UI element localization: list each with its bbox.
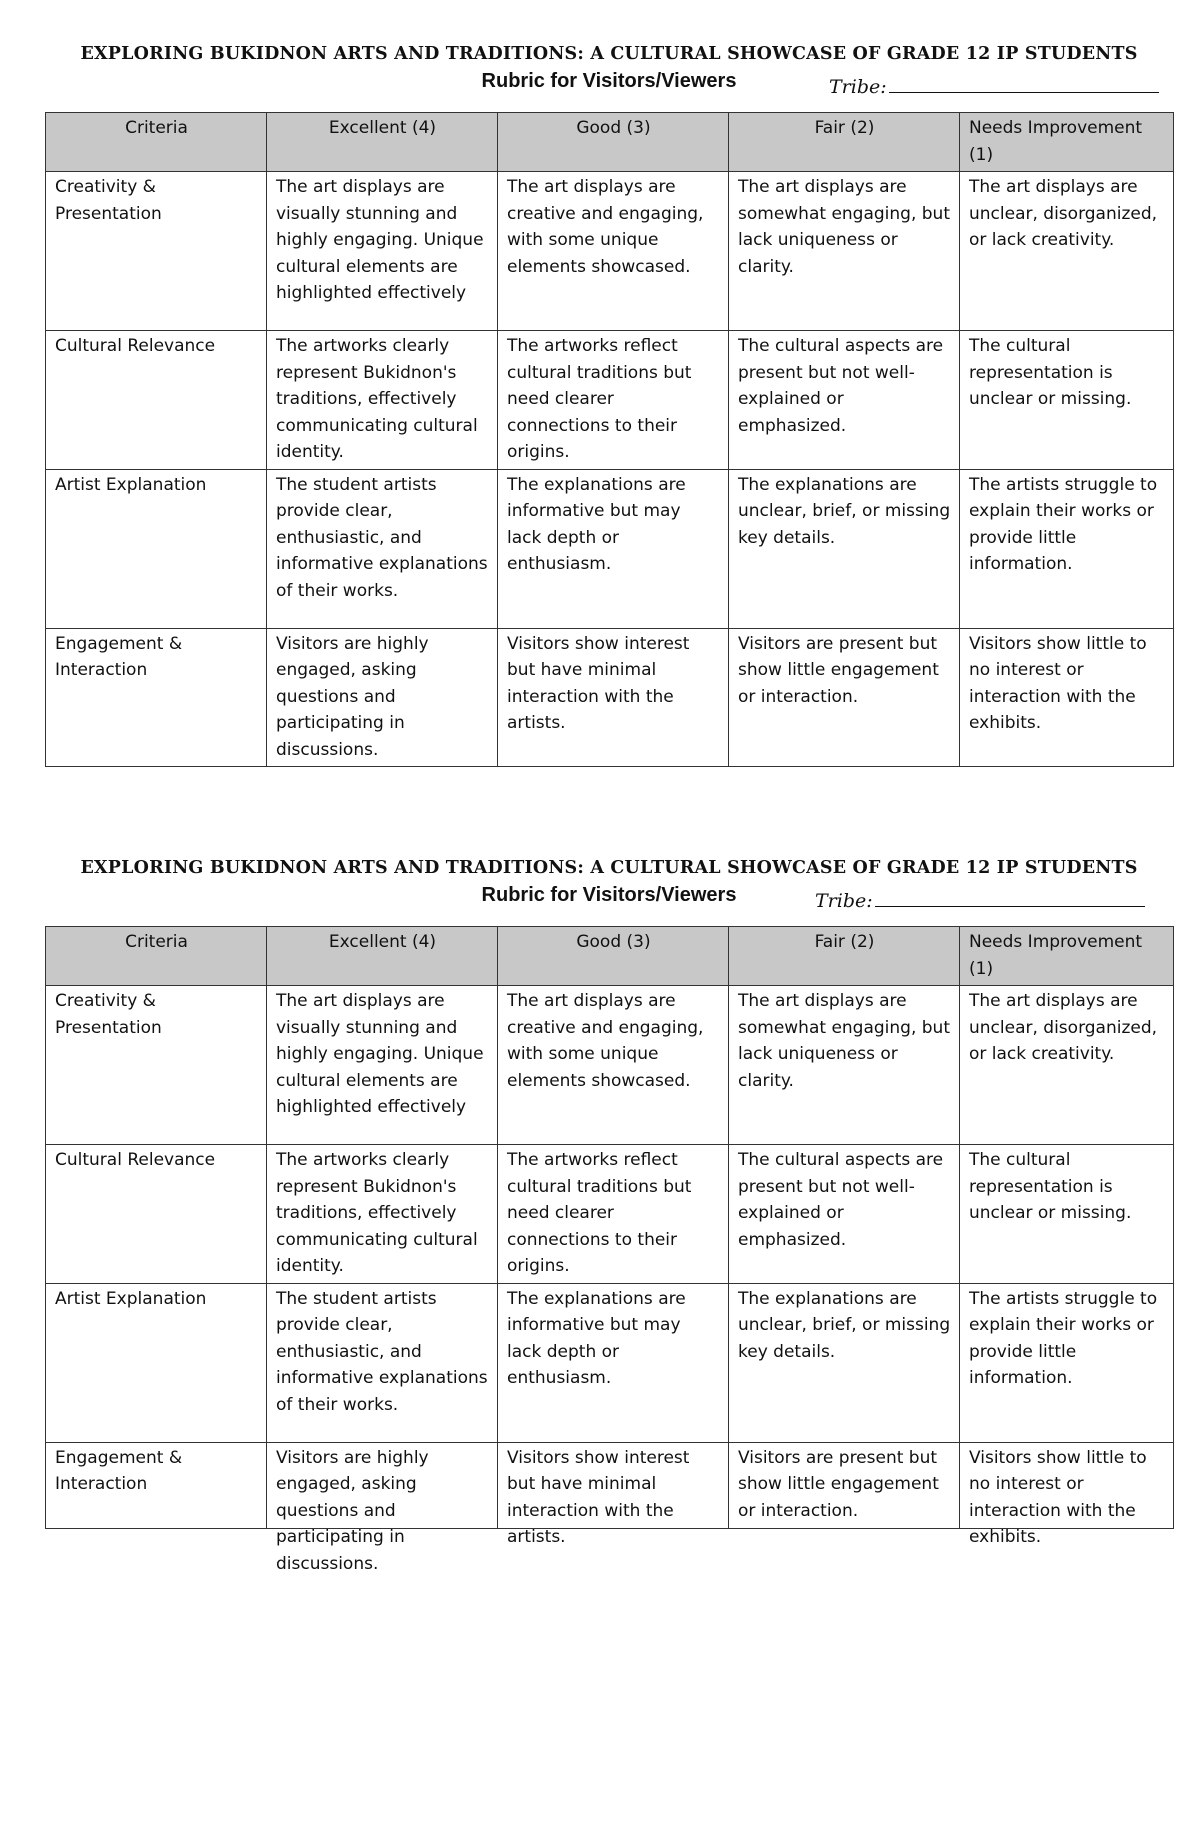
criteria-cell: Creativity & Presentation: [46, 172, 267, 331]
table-row: [46, 172, 1174, 331]
good-cell: The artworks reflect cultural traditions but need clearer connections to their origins.: [498, 331, 729, 470]
document-title: EXPLORING BUKIDNON ARTS AND TRADITIONS: A CULTURAL SHOWCASE OF GRADE 12 IP STUDENTS: [80, 44, 1138, 64]
header-needs-improvement: Needs Improvement (1): [960, 113, 1174, 172]
tribe-blank-line: [889, 72, 1159, 93]
good-cell: Visitors show interest but have minimal interaction with the artists.: [498, 628, 729, 767]
header-row: [46, 113, 1174, 172]
needs-cell: The cultural representation is unclear or missing.: [960, 1145, 1174, 1284]
criteria-cell: [46, 1442, 267, 1528]
excellent-cell: Visitors are highly engaged, asking questions and participating in discussions.: [267, 628, 498, 767]
good-cell: The art displays are creative and engaging, with some unique elements showcased.: [498, 172, 729, 331]
criteria-cell: Cultural Relevance: [46, 331, 267, 470]
tribe-label: Tribe:: [815, 890, 873, 912]
table-row: [46, 331, 1174, 470]
subtitle-row: [45, 70, 1173, 102]
table-row: [46, 469, 1174, 628]
needs-cell: The art displays are unclear, disorganized, or lack creativity.: [960, 172, 1174, 331]
criteria-cell: Artist Explanation: [46, 469, 267, 628]
tribe-field: [829, 72, 1159, 98]
fair-cell: The art displays are somewhat engaging, but lack uniqueness or clarity.: [729, 172, 960, 331]
header-excellent: Excellent (4): [267, 113, 498, 172]
criteria-cell: Artist Explanation: [46, 1283, 267, 1442]
table-row: [46, 1442, 1174, 1528]
table-row: [46, 1145, 1174, 1284]
excellent-cell: The student artists provide clear, enthusiastic, and informative explanations of their works.: [267, 469, 498, 628]
tribe-field: [815, 886, 1145, 912]
header-fair: Fair (2): [729, 113, 960, 172]
good-cell: The art displays are creative and engaging, with some unique elements showcased.: [498, 986, 729, 1145]
good-cell: [498, 1442, 729, 1547]
header-excellent: Excellent (4): [267, 927, 498, 986]
tribe-blank-line: [875, 886, 1145, 907]
fair-cell: The explanations are unclear, brief, or missing key details.: [729, 1283, 960, 1442]
excellent-cell: The student artists provide clear, enthusiastic, and informative explanations of their works.: [267, 1283, 498, 1442]
table-row: [46, 628, 1174, 767]
needs-cell: The art displays are unclear, disorganized, or lack creativity.: [960, 986, 1174, 1145]
needs-cell: The artists struggle to explain their works or provide little information.: [960, 1283, 1174, 1442]
rubric-1: [45, 44, 1173, 767]
fair-cell: The explanations are unclear, brief, or missing key details.: [729, 469, 960, 628]
rubric-table: [45, 112, 1174, 767]
table-row: [46, 986, 1174, 1145]
fair-text: Visitors are present but show little engagement or interaction.: [738, 1447, 939, 1521]
document-title: EXPLORING BUKIDNON ARTS AND TRADITIONS: A CULTURAL SHOWCASE OF GRADE 12 IP STUDENTS: [80, 858, 1138, 878]
good-cell: The artworks reflect cultural traditions but need clearer connections to their origins.: [498, 1145, 729, 1284]
criteria-cell: Engagement & Interaction: [46, 628, 267, 767]
excellent-cell: The artworks clearly represent Bukidnon's traditions, effectively communicating cultural identity.: [267, 1145, 498, 1284]
subtitle-row: [45, 884, 1173, 916]
rubric-subtitle: Rubric for Visitors/Viewers: [481, 70, 737, 92]
needs-cell: The artists struggle to explain their works or provide little information.: [960, 469, 1174, 628]
good-cell: The explanations are informative but may lack depth or enthusiasm.: [498, 1283, 729, 1442]
rubric-table: [45, 926, 1174, 1574]
fair-cell: The cultural aspects are present but not well-explained or emphasized.: [729, 331, 960, 470]
criteria-cell: Cultural Relevance: [46, 1145, 267, 1284]
needs-cell: The cultural representation is unclear or missing.: [960, 331, 1174, 470]
criteria-cell: Creativity & Presentation: [46, 986, 267, 1145]
header-good: Good (3): [498, 113, 729, 172]
excellent-text: Visitors are highly engaged, asking questions and participating in discussions.: [276, 1447, 429, 1574]
fair-cell: [729, 1442, 960, 1528]
good-text: Visitors show interest but have minimal interaction with the artists.: [507, 1447, 690, 1547]
header-criteria: Criteria: [46, 113, 267, 172]
table-row: [46, 1283, 1174, 1442]
header-criteria: Criteria: [46, 927, 267, 986]
header-needs-improvement: Needs Improvement (1): [960, 927, 1174, 986]
excellent-cell: The art displays are visually stunning and highly engaging. Unique cultural elements are highlighted effectively: [267, 986, 498, 1145]
good-cell: The explanations are informative but may lack depth or enthusiasm.: [498, 469, 729, 628]
needs-cell: [960, 1442, 1174, 1547]
tribe-label: Tribe:: [829, 76, 887, 98]
header-row: [46, 927, 1174, 986]
excellent-cell: [267, 1442, 498, 1574]
rubric-2: [45, 858, 1173, 1574]
criteria-text: Engagement & Interaction: [55, 1447, 183, 1494]
excellent-cell: The artworks clearly represent Bukidnon's traditions, effectively communicating cultural identity.: [267, 331, 498, 470]
excellent-cell: The art displays are visually stunning and highly engaging. Unique cultural elements are highlighted effectively: [267, 172, 498, 331]
fair-cell: Visitors are present but show little engagement or interaction.: [729, 628, 960, 767]
header-fair: Fair (2): [729, 927, 960, 986]
needs-text: Visitors show little to no interest or interaction with the exhibits.: [969, 1447, 1147, 1547]
rubric-subtitle: Rubric for Visitors/Viewers: [481, 884, 737, 906]
needs-cell: Visitors show little to no interest or interaction with the exhibits.: [960, 628, 1174, 767]
header-good: Good (3): [498, 927, 729, 986]
fair-cell: The art displays are somewhat engaging, but lack uniqueness or clarity.: [729, 986, 960, 1145]
fair-cell: The cultural aspects are present but not well-explained or emphasized.: [729, 1145, 960, 1284]
